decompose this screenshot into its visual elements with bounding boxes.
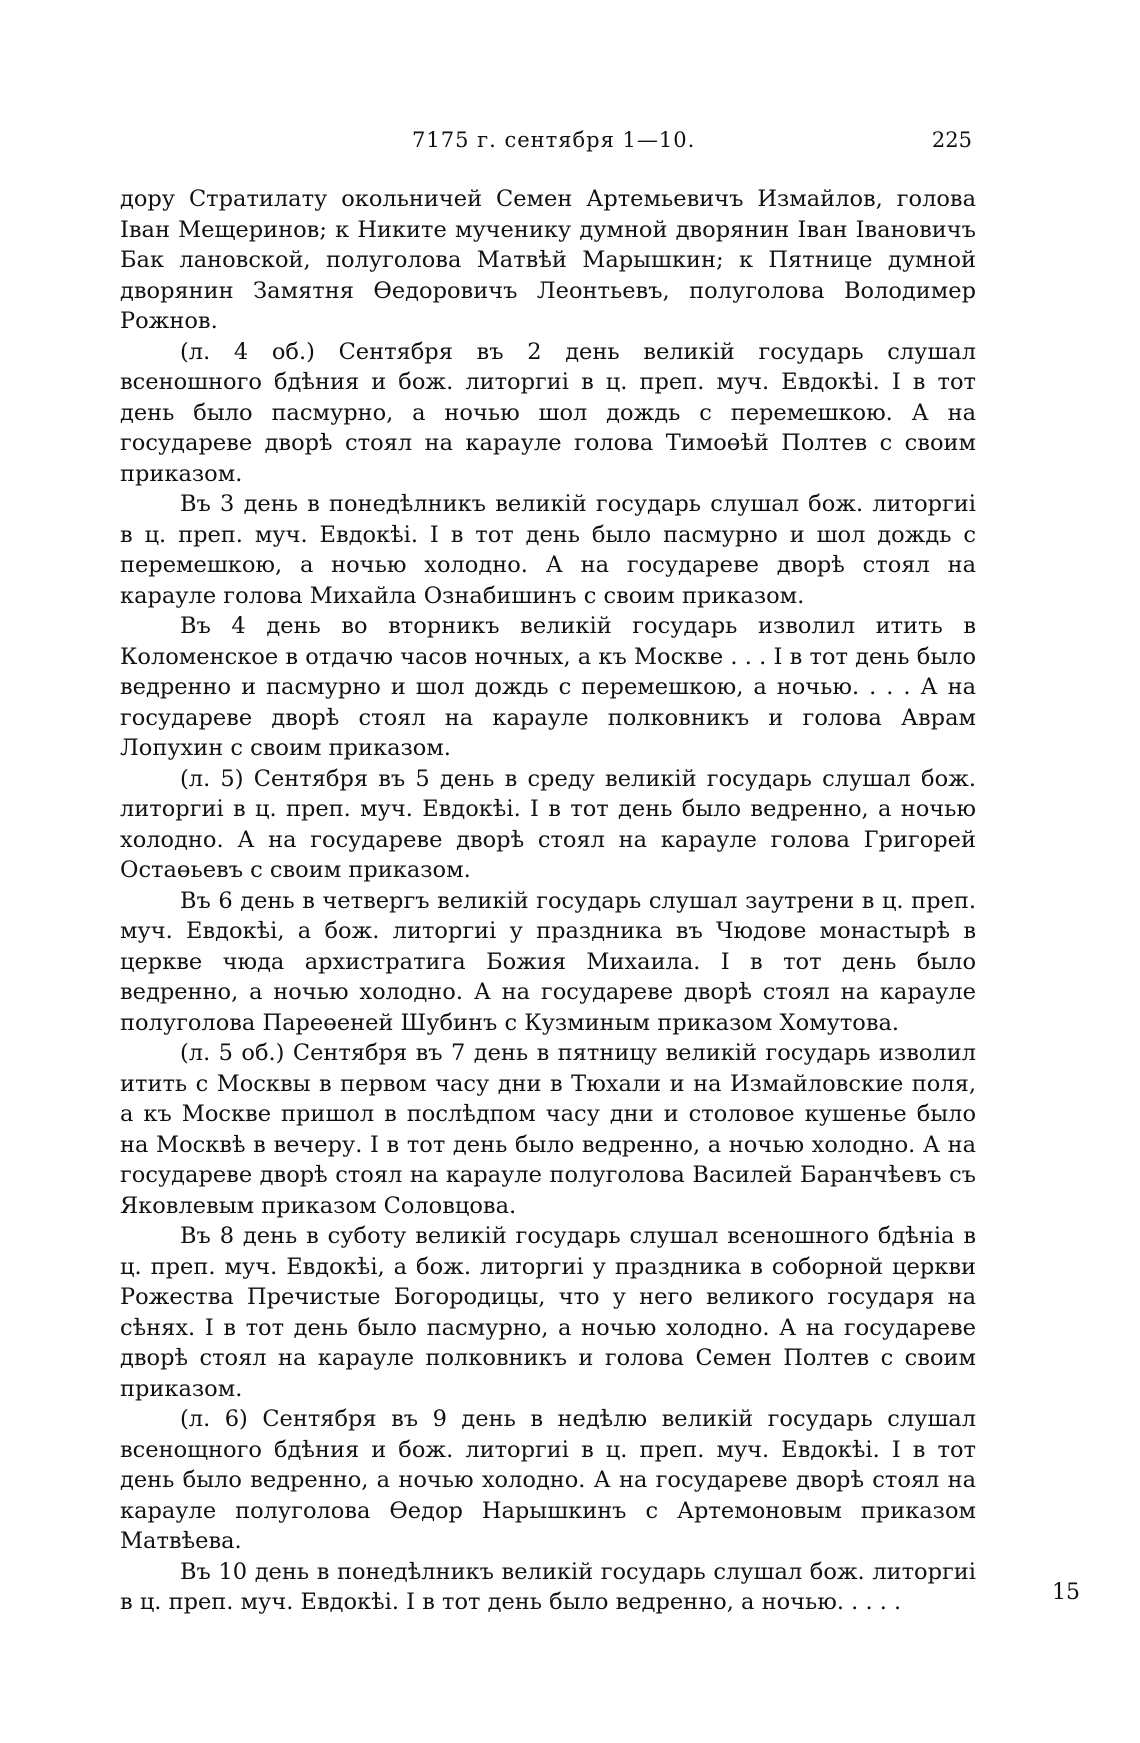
paragraph: Въ 6 день в четвергъ великій государь слушал заутрени в ц. преп. муч. Евдокѣі, а бож. литоргиі у праздника въ Чюдове монастырѣ в церкве чюда архистратига Божия Михаила. І в тот день было ведренно, а ночью холодно. А на государеве дворѣ стоял на карауле полуголова Пареөеней Шубинъ с Кузминым приказом Хомутова. [120, 887, 976, 1036]
running-head [120, 128, 976, 162]
paragraph: Въ 4 день во вторникъ великій государь изволил итить в Коломенское в отдачю часов ночных, а къ Москве . . . І в тот день было ведренно и пасмурно и шол дождь с перемешкою, а ночью. . . . А на государеве дворѣ стоял на карауле полковникъ и голова Аврам Лопухин с своим приказом. [120, 613, 976, 761]
paragraph: (л. 5 об.) Сентября въ 7 день в пятницу великій государь изволил итить с Москвы в первом часу дни в Тюхали и на Измайловские поля, а къ Москве пришол в послѣдпом часу дни и столовое кушенье было на Москвѣ в вечеру. І в тот день было ведренно, а ночью холодно. А на государеве дворѣ стоял на карауле полуголова Василей Баранчѣевъ съ Яковлевым приказом Соловцова. [120, 1040, 976, 1219]
signature-mark: 15 [1052, 1580, 1080, 1605]
paragraph: дору Стратилату окольничей Семен Артемьевичъ Измайлов, голова Іван Мещеринов; к Никите мученику думной дворянин Іван Івановичъ Бак лановской, полуголова Матвѣй Марышкин; к Пятнице думной дворянин Замятня Өедоровичъ Леонтьевъ, полуголова Володимер Рожнов. [120, 186, 976, 334]
paragraph: (л. 5) Сентября въ 5 день в среду великій государь слушал бож. литоргиі в ц. преп. муч. Евдокѣі. І в тот день было ведренно, а ночью холодно. А на государеве дворѣ стоял на карауле голова Григорей Остаөьевъ с своим приказом. [120, 765, 976, 883]
paragraph: (л. 6) Сентября въ 9 день в недѣлю великій государь слушал всенощного бдѣния и бож. литоргиі в ц. преп. муч. Евдокѣі. І в тот день было ведренно, а ночью холодно. А на государеве дворѣ стоял на карауле полуголова Өедор Нарышкинъ с Артемоновым приказом Матвѣева. [120, 1406, 976, 1554]
paragraph: (л. 4 об.) Сентября въ 2 день великій государь слушал всеношного бдѣния и бож. литоргиі в ц. преп. муч. Евдокѣі. І в тот день было пасмурно, а ночью шол дождь с перемешкою. А на государеве дворѣ стоял на карауле голова Тимоөѣй Полтев с своим приказом. [120, 338, 976, 487]
page-number: 225 [931, 128, 972, 152]
paragraph: Въ 10 день в понедѣлникъ великій государь слушал бож. литоргиі в ц. преп. муч. Евдокѣі. І в тот день было ведренно, а ночью. . . . . [120, 1558, 976, 1615]
paragraph: Въ 8 день в суботу великій государь слушал всеношного бдѣніа в ц. преп. муч. Евдокѣі, а бож. литоргиі у праздника в соборной церкви Рожества Пречистые Богородицы, что у него великого государя на сѣнях. І в тот день было пасмурно, а ночью холодно. А на государеве дворѣ стоял на карауле полковникъ и голова Семен Полтев с своим приказом. [120, 1223, 976, 1402]
running-title: 7175 г. сентября 1—10. [412, 128, 696, 152]
paragraph: Въ 3 день в понедѣлникъ великій государь слушал бож. литоргиі в ц. преп. муч. Евдокѣі. І в тот день было пасмурно и шол дождь с перемешкою, а ночью холодно. А на государеве дворѣ стоял на карауле голова Михайла Ознабишинъ с своим приказом. [120, 491, 976, 609]
body-text [120, 184, 976, 1618]
